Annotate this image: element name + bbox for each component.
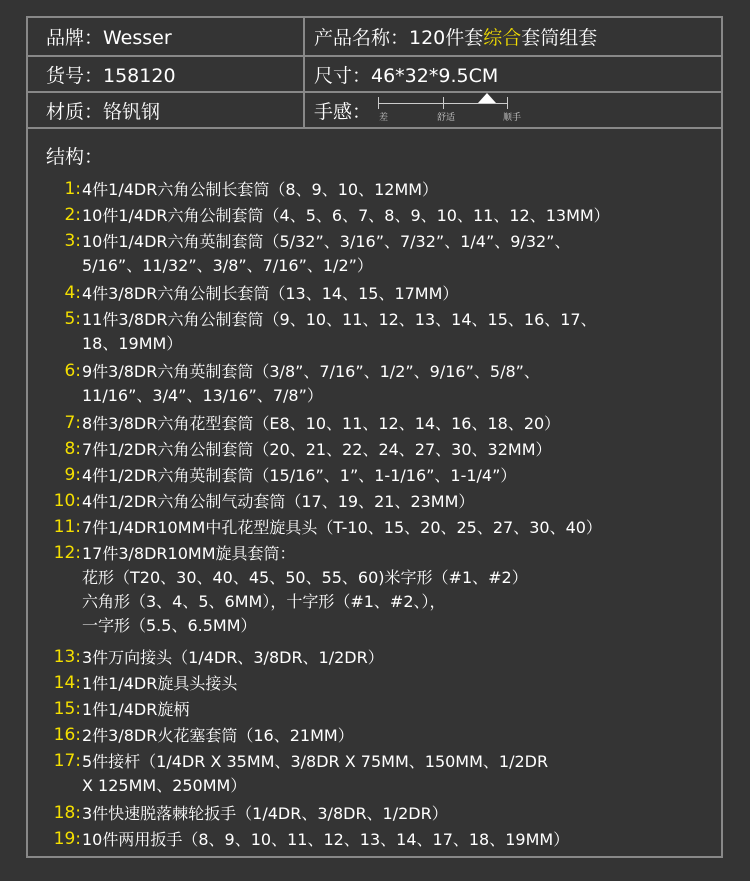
list-item-line: 3件快速脱落棘轮扳手（1/4DR、3/8DR、1/2DR） bbox=[82, 804, 448, 823]
spec-row-item-no bbox=[28, 57, 721, 93]
material-cell: 材质：铬钒钢 bbox=[46, 100, 161, 123]
spec-row-material bbox=[28, 93, 721, 129]
list-item-number: 4: bbox=[64, 283, 81, 303]
list-item-number: 16: bbox=[53, 725, 81, 745]
brand-cell: 品牌：Wesser bbox=[46, 27, 172, 49]
list-item-text bbox=[82, 282, 458, 306]
list-item-text bbox=[82, 516, 602, 540]
list-item-text bbox=[82, 204, 610, 228]
list-item-text bbox=[82, 724, 354, 748]
list-item-text bbox=[82, 490, 474, 514]
product-name-cell bbox=[314, 18, 597, 55]
spec-row-brand bbox=[28, 18, 721, 57]
list-item-line: 5/16”、11/32”、3/8”、7/16”、1/2”） bbox=[82, 256, 373, 275]
list-item-number: 10: bbox=[53, 491, 81, 511]
list-item-text bbox=[82, 464, 516, 488]
feel-tick-comfortable bbox=[443, 97, 444, 109]
list-item-line: 4件1/2DR六角公制气动套筒（17、19、21、23MM） bbox=[82, 492, 475, 511]
size-cell: 尺寸：46*32*9.5CM bbox=[314, 64, 499, 87]
list-item-line: 10件两用扳手（8、9、10、11、12、13、14、17、18、19MM） bbox=[82, 830, 570, 849]
list-item-number: 15: bbox=[53, 699, 81, 719]
list-item-number: 9: bbox=[64, 465, 81, 485]
list-item-text bbox=[82, 230, 570, 278]
list-item-line: 11/16”、3/4”、13/16”、7/8”） bbox=[82, 386, 323, 405]
feel-label-poor: 差 bbox=[379, 113, 389, 123]
list-item-line: 六角形（3、4、5、6MM），十字形（#1、#2、）， bbox=[82, 592, 446, 611]
list-item-number: 5: bbox=[64, 309, 81, 329]
list-item-text bbox=[82, 698, 189, 722]
list-item-line: 10件1/4DR六角英制套筒（5/32”、3/16”、7/32”、1/4”、9/32”、 bbox=[82, 232, 571, 251]
list-item-line: 4件3/8DR六角公制长套筒（13、14、15、17MM） bbox=[82, 284, 459, 303]
item-no-cell: 货号：158120 bbox=[46, 64, 176, 87]
list-item-text bbox=[82, 672, 237, 696]
feel-tick-poor bbox=[378, 97, 379, 109]
list-item-line: 2件3/8DR火花塞套筒（16、21MM） bbox=[82, 726, 354, 745]
list-item-number: 19: bbox=[53, 829, 81, 849]
list-item-text bbox=[82, 646, 384, 670]
list-item-number: 8: bbox=[64, 439, 81, 459]
list-item-text bbox=[82, 412, 560, 436]
list-item-line: 3件万向接头（1/4DR、3/8DR、1/2DR） bbox=[82, 648, 384, 667]
list-item-text bbox=[82, 438, 552, 462]
feel-label-comfortable: 舒适 bbox=[437, 113, 456, 123]
list-item-number: 6: bbox=[64, 361, 81, 381]
list-item-line: 17件3/8DR10MM旋具套筒： bbox=[82, 544, 296, 563]
spec-table bbox=[26, 16, 723, 858]
list-item-text bbox=[82, 360, 540, 408]
product-name-prefix: 产品名称：120件套 bbox=[314, 27, 484, 49]
list-item-text bbox=[82, 828, 569, 852]
list-item-line: 1件1/4DR旋具头接头 bbox=[82, 674, 238, 693]
feel-label-handy: 顺手 bbox=[503, 113, 522, 123]
list-item-line: 5件接杆（1/4DR X 35MM、3/8DR X 75MM、150MM、1/2DR bbox=[82, 752, 549, 771]
list-item-line: 7件1/2DR六角公制套筒（20、21、22、24、27、30、32MM） bbox=[82, 440, 552, 459]
list-item-line: 花形（T20、30、40、45、50、55、60)米字形（#1、#2） bbox=[82, 568, 528, 587]
list-item-line: 10件1/4DR六角公制套筒（4、5、6、7、8、9、10、11、12、13MM） bbox=[82, 206, 610, 225]
list-item-line: X 125MM、250MM） bbox=[82, 776, 247, 795]
list-item-number: 7: bbox=[64, 413, 81, 433]
list-item-line: 4件1/2DR六角英制套筒（15/16”、1”、1-1/16”、1-1/4”） bbox=[82, 466, 517, 485]
list-item-number: 17: bbox=[53, 751, 81, 771]
feel-tick-handy bbox=[507, 97, 508, 109]
list-item-line: 11件3/8DR六角公制套筒（9、10、11、12、13、14、15、16、17、 bbox=[82, 310, 597, 329]
list-item-text bbox=[82, 308, 597, 356]
list-item-line: 8件3/8DR六角花型套筒（E8、10、11、12、14、16、18、20） bbox=[82, 414, 561, 433]
feel-cell bbox=[314, 93, 522, 127]
list-item-line: 9件3/8DR六角英制套筒（3/8”、7/16”、1/2”、9/16”、5/8”、 bbox=[82, 362, 540, 381]
feel-scale bbox=[375, 97, 522, 123]
product-name-suffix: 套筒组套 bbox=[521, 27, 598, 49]
list-item-number: 2: bbox=[64, 205, 81, 225]
list-item-number: 11: bbox=[53, 517, 81, 537]
list-item-text bbox=[82, 750, 548, 798]
list-item-text bbox=[82, 178, 438, 202]
product-name-highlight: 综合 bbox=[483, 27, 522, 49]
list-item-number: 12: bbox=[53, 543, 81, 563]
list-item-line: 4件1/4DR六角公制长套筒（8、9、10、12MM） bbox=[82, 180, 439, 199]
list-item-number: 18: bbox=[53, 803, 81, 823]
list-item-line: 1件1/4DR旋柄 bbox=[82, 700, 190, 719]
list-item-number: 1: bbox=[64, 179, 81, 199]
list-item-text bbox=[82, 802, 448, 826]
structure-title: 结构： bbox=[46, 146, 104, 168]
list-item-number: 13: bbox=[53, 647, 81, 667]
list-item-text bbox=[82, 542, 528, 638]
column-divider bbox=[303, 18, 305, 129]
list-item-line: 一字形（5.5、6.5MM） bbox=[82, 616, 257, 635]
feel-level-marker-icon bbox=[478, 93, 496, 103]
list-item-number: 14: bbox=[53, 673, 81, 693]
list-item-line: 18、19MM） bbox=[82, 334, 183, 353]
feel-label: 手感： bbox=[314, 100, 372, 123]
list-item-number: 3: bbox=[64, 231, 81, 251]
list-item-line: 7件1/4DR10MM中孔花型旋具头（T-10、15、20、25、27、30、40） bbox=[82, 518, 602, 537]
